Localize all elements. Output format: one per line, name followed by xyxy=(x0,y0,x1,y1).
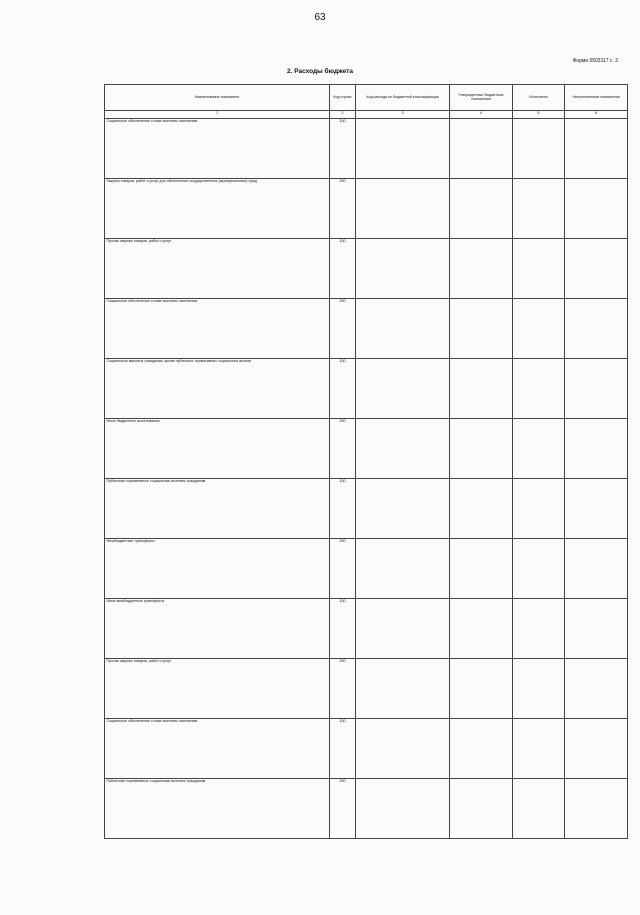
row-approved xyxy=(450,479,513,539)
row-budget-code xyxy=(356,479,450,539)
row-unexecuted xyxy=(565,359,628,419)
row-budget-code xyxy=(356,299,450,359)
row-budget-code xyxy=(356,599,450,659)
header-unexecuted: Неисполненные назначения xyxy=(565,85,628,111)
column-number: 5 xyxy=(512,111,564,119)
section-title: 2. Расходы бюджета xyxy=(287,68,353,75)
row-approved xyxy=(450,299,513,359)
row-approved xyxy=(450,599,513,659)
row-name: Социальное обеспечение и иные выплаты населению xyxy=(105,719,330,779)
row-executed xyxy=(512,119,564,179)
row-unexecuted xyxy=(565,539,628,599)
page-number: 63 xyxy=(314,12,326,23)
row-unexecuted xyxy=(565,119,628,179)
row-name: Межбюджетные трансферты xyxy=(105,539,330,599)
row-executed xyxy=(512,239,564,299)
row-unexecuted xyxy=(565,299,628,359)
row-budget-code xyxy=(356,659,450,719)
header-indicator-name: Наименование показателя xyxy=(105,85,330,111)
row-budget-code xyxy=(356,719,450,779)
table-row xyxy=(105,659,628,719)
row-name: Социальное обеспечение и иные выплаты населению xyxy=(105,299,330,359)
row-unexecuted xyxy=(565,179,628,239)
row-unexecuted xyxy=(565,779,628,839)
column-number: 1 xyxy=(105,111,330,119)
row-approved xyxy=(450,359,513,419)
row-line-code: 200 xyxy=(329,359,355,419)
row-budget-code xyxy=(356,359,450,419)
table-body xyxy=(105,119,628,839)
row-line-code: 200 xyxy=(329,179,355,239)
table-row xyxy=(105,179,628,239)
row-unexecuted xyxy=(565,599,628,659)
row-unexecuted xyxy=(565,719,628,779)
row-executed xyxy=(512,359,564,419)
row-name: Закупка товаров, работ и услуг для обеспечения государственных (муниципальных) нужд xyxy=(105,179,330,239)
table-row xyxy=(105,779,628,839)
row-unexecuted xyxy=(565,419,628,479)
row-executed xyxy=(512,299,564,359)
row-name: Публичные нормативные социальные выплаты гражданам xyxy=(105,779,330,839)
table-row xyxy=(105,239,628,299)
row-executed xyxy=(512,539,564,599)
row-line-code: 200 xyxy=(329,479,355,539)
row-approved xyxy=(450,719,513,779)
row-budget-code xyxy=(356,179,450,239)
row-line-code: 200 xyxy=(329,719,355,779)
column-number: 6 xyxy=(565,111,628,119)
row-budget-code xyxy=(356,119,450,179)
row-name: Социальные выплаты гражданам, кроме публичных нормативных социальных выплат xyxy=(105,359,330,419)
column-number: 4 xyxy=(450,111,513,119)
row-executed xyxy=(512,659,564,719)
row-approved xyxy=(450,419,513,479)
row-approved xyxy=(450,539,513,599)
row-name: Прочая закупка товаров, работ и услуг xyxy=(105,239,330,299)
table-row xyxy=(105,599,628,659)
row-approved xyxy=(450,779,513,839)
row-line-code: 200 xyxy=(329,659,355,719)
table-row xyxy=(105,479,628,539)
row-executed xyxy=(512,719,564,779)
column-number: 3 xyxy=(356,111,450,119)
form-reference: Форма 0503117 с. 2 xyxy=(572,58,618,64)
row-budget-code xyxy=(356,239,450,299)
row-line-code: 200 xyxy=(329,299,355,359)
row-name: Иные межбюджетные трансферты xyxy=(105,599,330,659)
row-approved xyxy=(450,179,513,239)
header-line-code: Код строки xyxy=(329,85,355,111)
table-row xyxy=(105,539,628,599)
row-approved xyxy=(450,119,513,179)
row-approved xyxy=(450,659,513,719)
row-executed xyxy=(512,599,564,659)
row-approved xyxy=(450,239,513,299)
row-name: Социальное обеспечение и иные выплаты населению xyxy=(105,119,330,179)
row-budget-code xyxy=(356,779,450,839)
row-line-code: 200 xyxy=(329,539,355,599)
table-row xyxy=(105,359,628,419)
row-line-code: 200 xyxy=(329,419,355,479)
header-approved: Утвержденные бюджетные назначения xyxy=(450,85,513,111)
table-header-row xyxy=(105,85,628,111)
row-line-code: 200 xyxy=(329,239,355,299)
table-row xyxy=(105,299,628,359)
row-unexecuted xyxy=(565,479,628,539)
row-executed xyxy=(512,179,564,239)
table-row xyxy=(105,719,628,779)
row-line-code: 200 xyxy=(329,779,355,839)
column-number: 2 xyxy=(329,111,355,119)
table-row xyxy=(105,419,628,479)
header-executed: Исполнено xyxy=(512,85,564,111)
row-name: Иные бюджетные ассигнования xyxy=(105,419,330,479)
table-row xyxy=(105,119,628,179)
row-executed xyxy=(512,479,564,539)
row-unexecuted xyxy=(565,659,628,719)
row-budget-code xyxy=(356,419,450,479)
row-name: Прочая закупка товаров, работ и услуг xyxy=(105,659,330,719)
row-executed xyxy=(512,419,564,479)
row-line-code: 200 xyxy=(329,599,355,659)
row-name: Публичные нормативные социальные выплаты гражданам xyxy=(105,479,330,539)
budget-expenses-table xyxy=(104,84,628,839)
row-executed xyxy=(512,779,564,839)
row-line-code: 200 xyxy=(329,119,355,179)
row-unexecuted xyxy=(565,239,628,299)
row-budget-code xyxy=(356,539,450,599)
column-number-row xyxy=(105,111,628,119)
header-budget-code: Код расхода по бюджетной классификации xyxy=(356,85,450,111)
